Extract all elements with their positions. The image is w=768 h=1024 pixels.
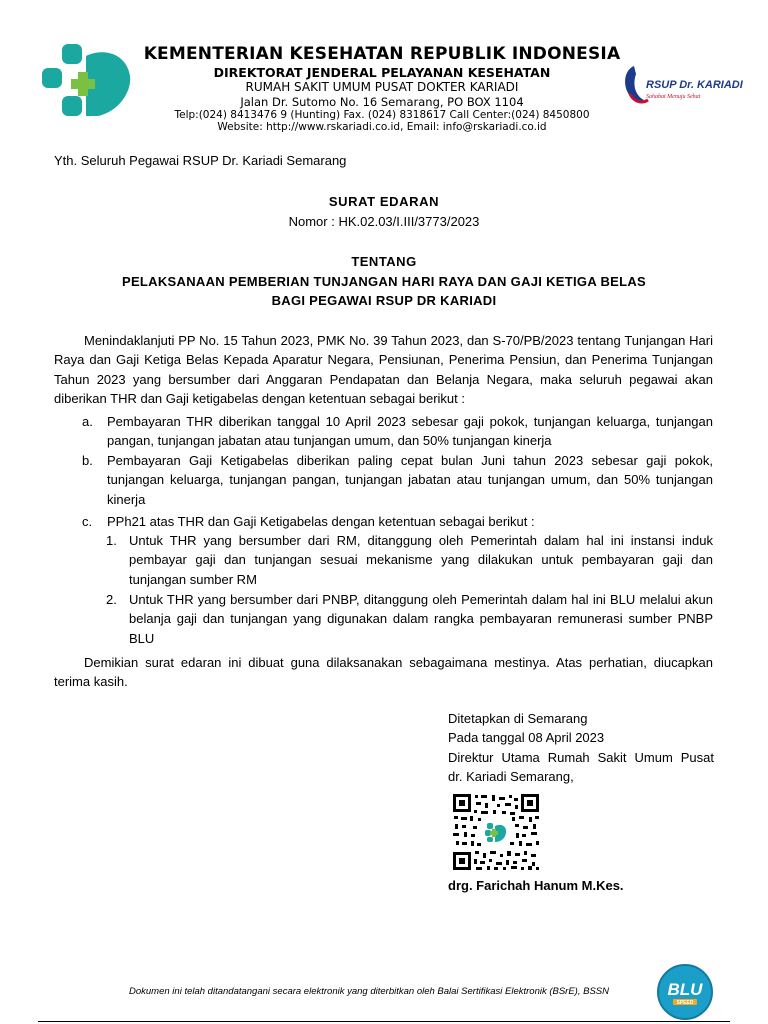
list-item-text: PPh21 atas THR dan Gaji Ketigabelas dengan ketentuan sebagai berikut : xyxy=(107,514,535,529)
subject-line-1: PELAKSANAAN PEMBERIAN TUNJANGAN HARI RAYA DAN GAJI KETIGA BELAS xyxy=(121,274,647,289)
document-number: Nomor : HK.02.03/I.III/3773/2023 xyxy=(288,214,480,229)
blu-logo-sub: SPEED xyxy=(676,1000,694,1006)
sub-list-item-text: Untuk THR yang bersumber dari PNBP, ditanggung oleh Pemerintah dalam hal ini BLU melalui akun belanja gaji dan tunjangan yang digunakan dalam rangka pembayaran remunerasi sumber PNBP BLU xyxy=(129,592,713,646)
kemenkes-logo xyxy=(40,42,136,118)
intro-paragraph: Menindaklanjuti PP No. 15 Tahun 2023, PMK No. 39 Tahun 2023, dan S-70/PB/2023 tentang Tunjangan Hari Raya dan Gaji Ketiga Belas Kepada Aparatur Negara, Pensiunan, Penerima Pensiun, dan Penerima Tunjangan Tahun 2023 yang bersumber dari Anggaran Pendapatan dan Belanja Negara, maka seluruh pegawai akan diberikan THR dan Gaji ketigabelas dengan ketentuan sebagai berikut : xyxy=(54,333,713,406)
addressee: Yth. Seluruh Pegawai RSUP Dr. Kariadi Semarang xyxy=(54,153,347,168)
tentang-heading: TENTANG xyxy=(351,254,417,269)
rsup-logo-tagline: Sahabat Menuju Sehat xyxy=(646,94,701,100)
blu-speed-logo xyxy=(657,964,713,1020)
letterhead-ministry: KEMENTERIAN KESEHATAN REPUBLIK INDONESIA xyxy=(143,44,621,64)
blu-logo-text: BLU xyxy=(667,980,703,999)
signature-position: Direktur Utama Rumah Sakit Umum Pusat xyxy=(448,750,714,765)
qr-code-signature xyxy=(452,793,540,871)
list-marker: a. xyxy=(82,414,93,429)
signer-name: drg. Farichah Hanum M.Kes. xyxy=(448,878,624,893)
sub-list-marker: 1. xyxy=(106,533,117,548)
letterhead-phone: Telp:(024) 8413476 9 (Hunting) Fax. (024) 8318617 Call Center:(024) 8450800 xyxy=(174,109,590,121)
electronic-signature-note-text: Dokumen ini telah ditandatangani secara elektronik yang diterbitkan oleh Balai Sertifikasi Elektronik (BSrE), BSSN xyxy=(129,986,609,997)
list-item-text: Pembayaran THR diberikan tanggal 10 April 2023 sebesar gaji pokok, tunjangan keluarga, tunjangan pangan, tunjangan jabatan atau tunjangan umum, dan 50% tunjangan kinerja xyxy=(107,414,713,449)
letterhead-address: Jalan Dr. Sutomo No. 16 Semarang, PO BOX 1104 xyxy=(240,95,524,109)
sub-list-item-text: Untuk THR yang bersumber dari RM, ditanggung oleh Pemerintah dalam hal ini instansi induk pembayar gaji dan tunjangan sesuai mekanisme yang dilakukan untuk pembayaran gaji dan tunjangan sumber RM xyxy=(129,533,713,587)
letterhead-directorate: DIREKTORAT JENDERAL PELAYANAN KESEHATAN xyxy=(213,65,551,80)
letterhead-website: Website: http://www.rskariadi.co.id, Email: info@rskariadi.co.id xyxy=(217,121,547,133)
signature-place: Ditetapkan di Semarang xyxy=(448,711,588,726)
list-marker: b. xyxy=(82,453,93,468)
list-item-text: Pembayaran Gaji Ketigabelas diberikan paling cepat bulan Juni tahun 2023 sebesar gaji pokok, tunjangan keluarga, tunjangan pangan, tunjangan jabatan atau tunjangan umum, dan 50% tunjangan kinerja xyxy=(107,453,713,507)
rsup-kariadi-logo xyxy=(620,62,744,108)
subject-line-2: BAGI PEGAWAI RSUP DR KARIADI xyxy=(271,293,497,308)
letterhead-hospital: RUMAH SAKIT UMUM PUSAT DOKTER KARIADI xyxy=(245,80,519,94)
sub-list-marker: 2. xyxy=(106,592,117,607)
signature-position-line2: dr. Kariadi Semarang, xyxy=(448,769,574,784)
document-title: SURAT EDARAN xyxy=(328,194,440,209)
closing-paragraph: Demikian surat edaran ini dibuat guna dilaksanakan sebagaimana mestinya. Atas perhatian, diucapkan terima kasih. xyxy=(54,655,713,690)
electronic-signature-note xyxy=(0,986,768,997)
rsup-logo-text: RSUP Dr. KARIADI xyxy=(646,79,743,91)
rsup-emblem-icon xyxy=(620,62,744,108)
signature-date: Pada tanggal 08 April 2023 xyxy=(448,730,605,745)
bottom-divider xyxy=(38,1021,730,1022)
list-marker: c. xyxy=(82,514,93,529)
